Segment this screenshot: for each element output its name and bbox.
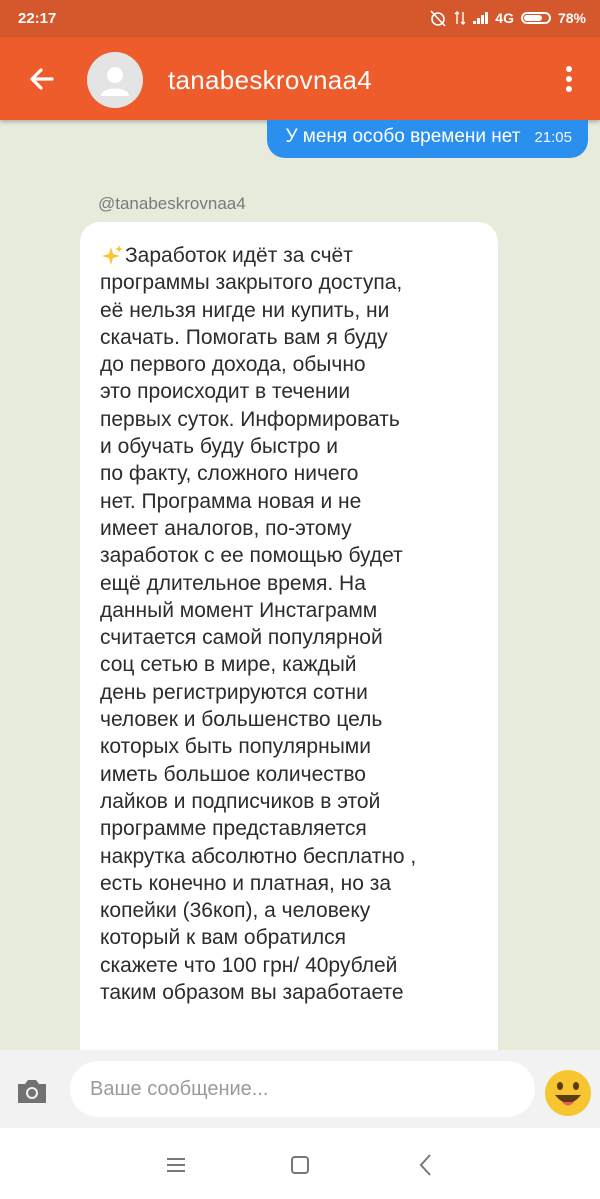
nav-back-icon[interactable] bbox=[416, 1152, 436, 1178]
message-input[interactable] bbox=[70, 1061, 535, 1117]
status-icons bbox=[429, 9, 586, 27]
signal-icon bbox=[473, 12, 488, 24]
status-time: 22:17 bbox=[18, 10, 57, 27]
home-icon[interactable] bbox=[289, 1155, 311, 1175]
more-options-icon[interactable] bbox=[556, 61, 582, 97]
status-bar bbox=[0, 0, 600, 37]
composer bbox=[0, 1050, 600, 1128]
emoji-icon[interactable] bbox=[544, 1069, 592, 1117]
message-text: Заработок идёт за счёт программы закрытого доступа, её нельзя нигде ни купить, ни скачать. Помогать вам я буду до первого дохода, обычно это происходит в течении первых суток. Информировать и обучать буду быстро и по факту, сложного ничего нет. Программа новая и не имеет аналогов, по-этому заработок с ее помощью будет ещё длительное время. На данный момент Инстаграмм считается самой популярной соц сетью в мире, каждый день регистрируются сотни человек и большенство цель которых быть популярными иметь большое количество лайков и подписчиков в этой программе представляется накрутка абсолютно бесплатно , есть конечно и платная, но за копейки (36коп), а человеку который к вам обратился скажете что 100 грн/ 40рублей таким образом вы заработаете bbox=[100, 244, 417, 1005]
recent-apps-icon[interactable] bbox=[165, 1156, 187, 1174]
outgoing-message[interactable] bbox=[267, 120, 588, 158]
contact-name[interactable]: tanabeskrovnaa4 bbox=[168, 65, 372, 95]
camera-icon[interactable] bbox=[14, 1076, 50, 1106]
message-text: У меня особо времени нет bbox=[285, 126, 521, 147]
chat-header bbox=[0, 37, 600, 120]
system-nav-bar bbox=[0, 1128, 600, 1199]
avatar[interactable] bbox=[87, 52, 143, 108]
sparkles-icon bbox=[100, 244, 124, 266]
sender-name: @tanabeskrovnaa4 bbox=[98, 194, 246, 213]
default-user-icon bbox=[87, 52, 143, 108]
message-list[interactable] bbox=[0, 120, 600, 1050]
incoming-message[interactable] bbox=[80, 222, 498, 1050]
network-type: 4G bbox=[495, 10, 514, 26]
battery-icon bbox=[521, 12, 551, 24]
alarm-off-icon bbox=[429, 9, 447, 27]
battery-level: 78% bbox=[557, 10, 586, 26]
message-time: 21:05 bbox=[534, 128, 572, 146]
back-arrow-icon[interactable] bbox=[22, 59, 62, 99]
data-transfer-icon bbox=[454, 10, 466, 26]
